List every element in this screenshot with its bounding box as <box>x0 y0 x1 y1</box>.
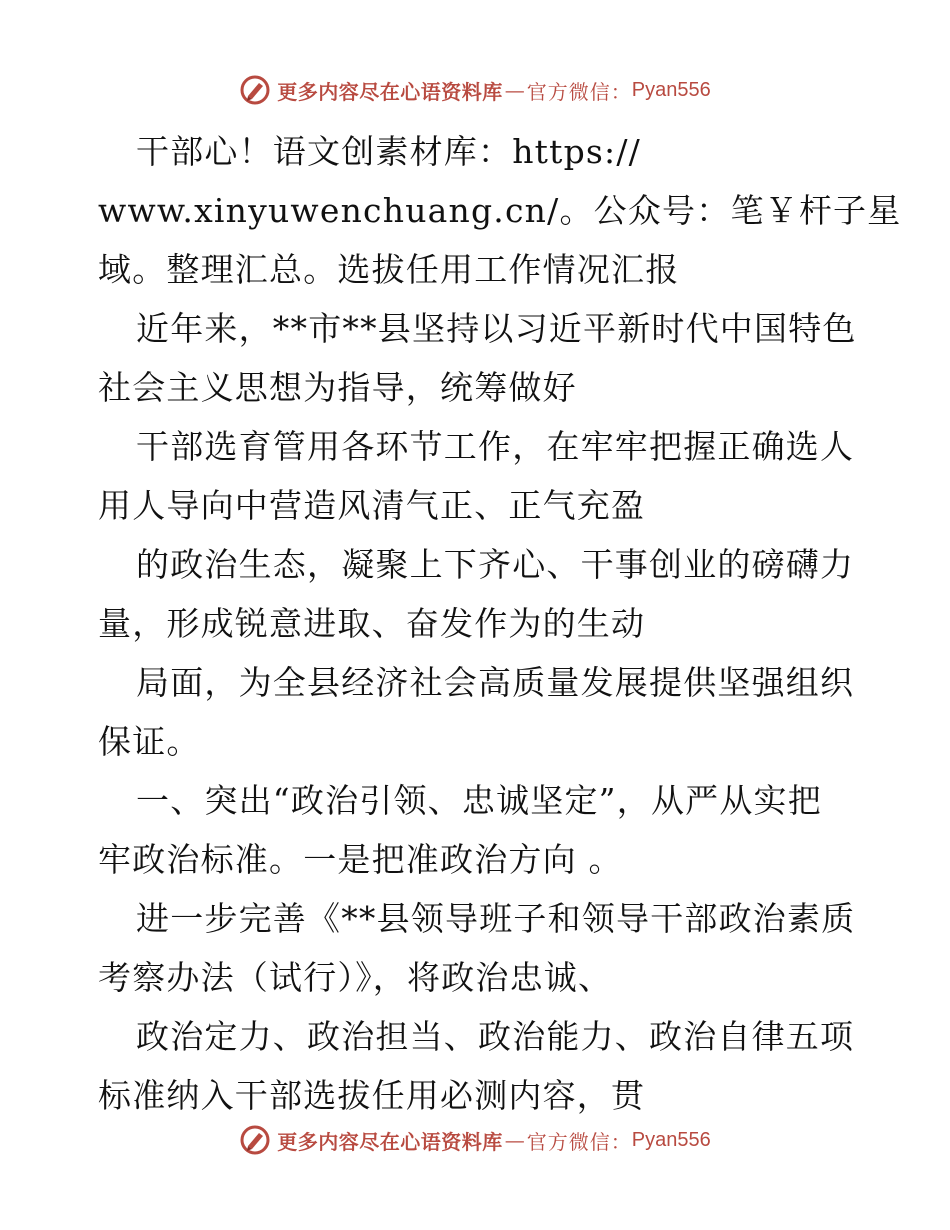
body-line-17: 标准纳入干部选拔任用必测内容，贯 <box>98 1076 646 1115</box>
body-line-11: 保证。 <box>98 722 201 761</box>
brand-logo-icon <box>239 74 271 106</box>
body-line-3: 域。整理汇总。选拔任用工作情况汇报 <box>98 250 680 289</box>
body-line-9: 量，形成锐意进取、奋发作为的生动 <box>98 604 646 643</box>
body-line-7: 用人导向中营造风清气正、正气充盈 <box>98 486 646 525</box>
brand-logo-icon <box>239 1124 271 1156</box>
body-line-15: 考察办法（试行）》，将政治忠诚、 <box>98 958 613 997</box>
footer-dash: — <box>504 1128 525 1152</box>
body-line-16: 政治定力、政治担当、政治能力、政治自律五项 <box>136 1017 855 1056</box>
header-wechat-id: Pyan556 <box>631 78 711 101</box>
body-line-14: 进一步完善《**县领导班子和领导干部政治素质 <box>136 899 856 938</box>
header-dash: — <box>504 78 525 102</box>
body-line-1: 干部心！语文创素材库：https:// <box>136 132 641 171</box>
body-line-10: 局面，为全县经济社会高质量发展提供坚强组织 <box>136 663 855 702</box>
footer-official-label: 官方微信： <box>526 1129 632 1154</box>
body-line-12: 一、突出“政治引领、忠诚坚定”，从严从实把 <box>136 781 822 820</box>
body-line-2: www.xinyuwenchuang.cn/。公众号：笔￥杆子星 <box>98 191 902 230</box>
footer-banner <box>0 1120 950 1160</box>
footer-wechat-id: Pyan556 <box>631 1128 711 1151</box>
body-line-5: 社会主义思想为指导，统筹做好 <box>98 368 577 407</box>
body-line-8: 的政治生态，凝聚上下齐心、干事创业的磅礴力 <box>136 545 855 584</box>
body-line-6: 干部选育管用各环节工作，在牢牢把握正确选人 <box>136 427 855 466</box>
body-line-4: 近年来，**市**县坚持以习近平新时代中国特色 <box>136 309 857 348</box>
header-official-label: 官方微信： <box>526 79 632 104</box>
header-banner <box>0 70 950 110</box>
footer-brand-text: 更多内容尽在心语资料库 <box>277 1129 503 1154</box>
body-line-13: 牢政治标准。一是把准政治方向 。 <box>98 840 623 879</box>
document-body <box>98 122 902 1125</box>
header-brand-text: 更多内容尽在心语资料库 <box>277 79 503 104</box>
